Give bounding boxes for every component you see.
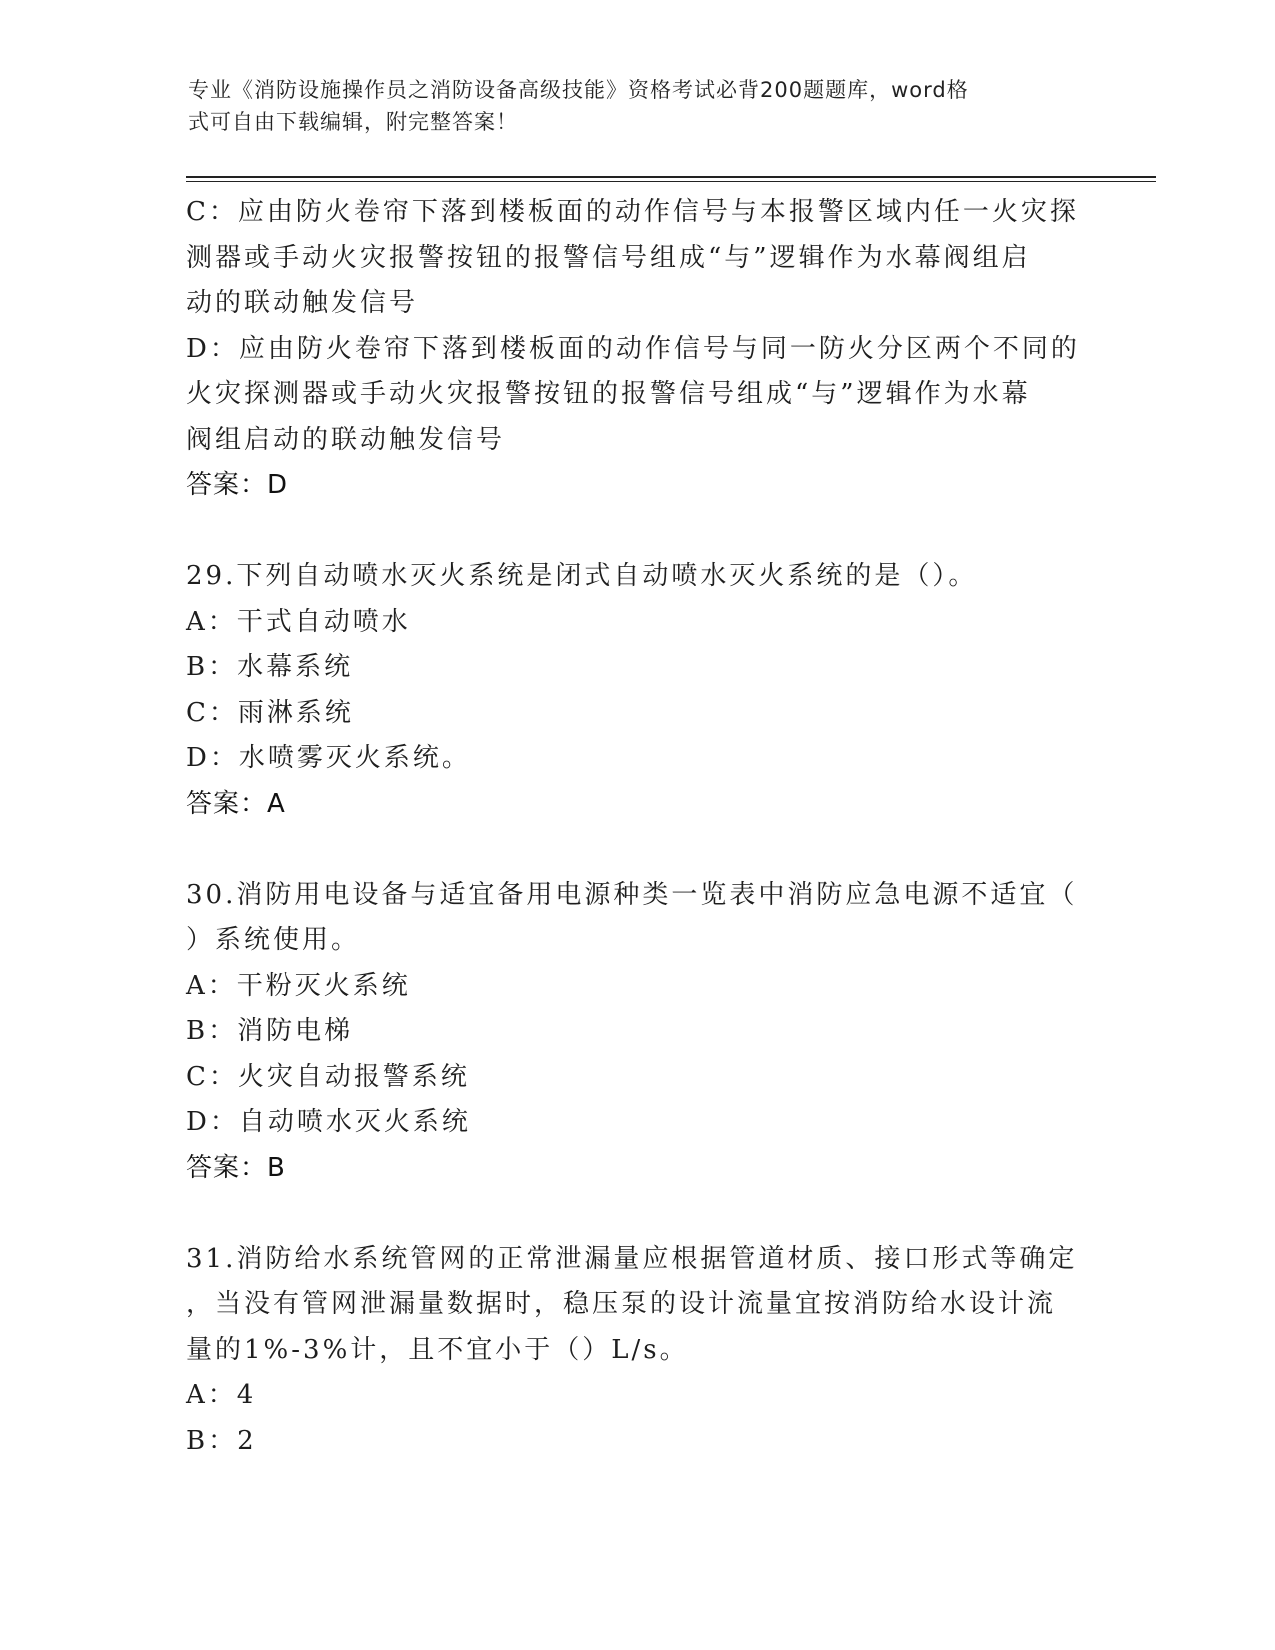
question-28-continuation (186, 190, 1080, 509)
spacer (186, 1191, 1066, 1237)
question-stem: 29.下列自动喷水灭火系统是闭式自动喷水灭火系统的是（）。 (186, 561, 978, 591)
option-a: A：干粉灭火系统 (186, 970, 411, 1001)
option-d-line: 阀组启动的联动触发信号 (186, 424, 506, 455)
answer-line: 答案：A (186, 788, 286, 819)
question-stem: ）系统使用。 (186, 925, 361, 955)
spacer (186, 509, 1066, 555)
question-31 (186, 1237, 1078, 1465)
option-d: D：水喷雾灭火系统。 (186, 743, 471, 773)
header-divider-thick (186, 176, 1156, 178)
answer-line: 答案：B (186, 1152, 286, 1183)
option-a: A：4 (186, 1380, 257, 1410)
question-stem: ，当没有管网泄漏量数据时，稳压泵的设计流量宜按消防给水设计流 (186, 1289, 1057, 1319)
option-d-line: 火灾探测器或手动火灾报警按钮的报警信号组成“与”逻辑作为水幕 (186, 379, 1031, 409)
answer-line: 答案：D (186, 470, 289, 500)
question-stem: 30.消防用电设备与适宜备用电源种类一览表中消防应急电源不适宜（ (186, 879, 1078, 910)
option-c-line: C：应由防火卷帘下落到楼板面的动作信号与本报警区域内任一火灾探 (186, 197, 1079, 227)
option-d-line: D：应由防火卷帘下落到楼板面的动作信号与同一防火分区两个不同的 (186, 333, 1080, 364)
question-30 (186, 873, 1078, 1192)
option-c: C：火灾自动报警系统 (186, 1061, 470, 1092)
option-b: B：消防电梯 (186, 1016, 354, 1046)
document-header (188, 74, 1068, 138)
option-d: D：自动喷水灭火系统 (186, 1107, 471, 1137)
option-c: C：雨淋系统 (186, 697, 354, 728)
option-c-line: 动的联动触发信号 (186, 288, 419, 318)
header-line: 专业《消防设施操作员之消防设备高级技能》资格考试必背200题题库，word格 (188, 78, 969, 102)
question-content (186, 190, 1080, 1464)
option-b: B：水幕系统 (186, 652, 354, 682)
spacer (186, 827, 1066, 873)
option-c-line: 测器或手动火灾报警按钮的报警信号组成“与”逻辑作为水幕阀组启 (186, 242, 1031, 273)
header-divider-thin (186, 181, 1156, 182)
header-line: 式可自由下载编辑，附完整答案！ (188, 110, 518, 134)
option-a: A：干式自动喷水 (186, 606, 411, 637)
question-stem: 量的1%-3%计，且不宜小于（）L/s。 (186, 1334, 689, 1365)
question-stem: 31.消防给水系统管网的正常泄漏量应根据管道材质、接口形式等确定 (186, 1243, 1078, 1274)
option-b: B：2 (186, 1425, 257, 1456)
question-29 (186, 554, 1066, 827)
